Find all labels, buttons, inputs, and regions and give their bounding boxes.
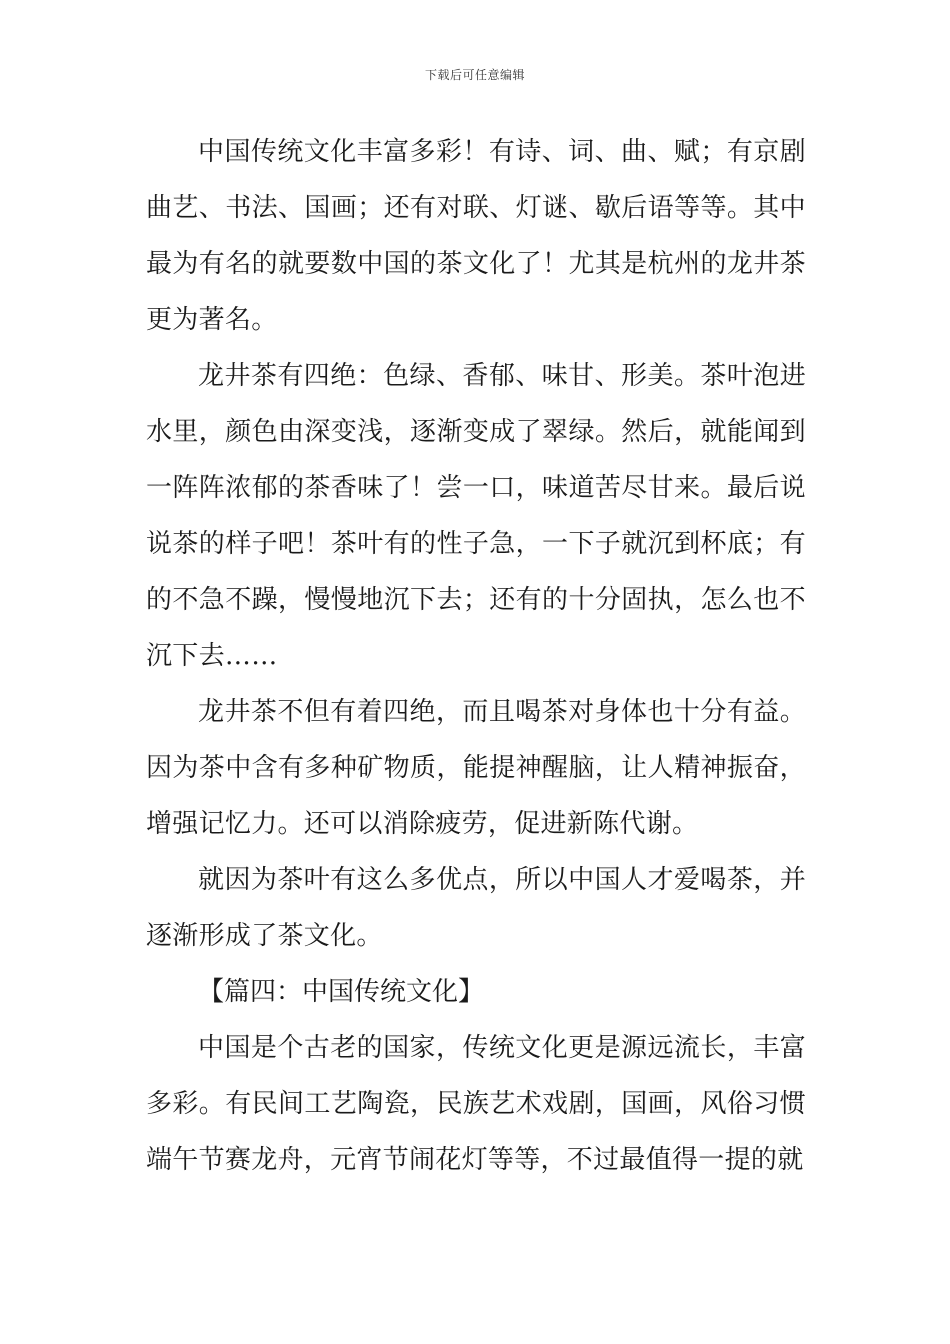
header-note: 下载后可任意编辑 bbox=[424, 68, 525, 82]
paragraph-tea-culture: 就因为茶叶有这么多优点，所以中国人才爱喝茶，并逐渐形成了茶文化。 bbox=[146, 865, 806, 951]
paragraph-intro: 中国传统文化丰富多彩！有诗、词、曲、赋；有京剧曲艺、书法、国画；还有对联、灯谜、歇后语等等。其中最为有名的就要数中国的茶文化了！尤其是杭州的龙井茶更为著名。 bbox=[146, 137, 806, 335]
paragraph-four-features: 龙井茶有四绝：色绿、香郁、味甘、形美。茶叶泡进水里，颜色由深变浅，逐渐变成了翠绿。然后，就能闻到一阵阵浓郁的茶香味了！尝一口，味道苦尽甘来。最后说说茶的样子吧！茶叶有的性子急，一下子就沉到杯底；有的不急不躁，慢慢地沉下去；还有的十分固执，怎么也不沉下去…… bbox=[146, 361, 806, 671]
section-heading: 【篇四：中国传统文化】 bbox=[198, 977, 485, 1007]
document-body bbox=[146, 124, 806, 1188]
paragraph-health-benefits: 龙井茶不但有着四绝，而且喝茶对身体也十分有益。因为茶中含有多种矿物质，能提神醒脑，让人精神振奋，增强记忆力。还可以消除疲劳，促进新陈代谢。 bbox=[146, 697, 806, 839]
paragraph-section-four: 中国是个古老的国家，传统文化更是源远流长，丰富多彩。有民间工艺陶瓷，民族艺术戏剧，国画，风俗习惯端午节赛龙舟，元宵节闹花灯等等，不过最值得一提的就 bbox=[146, 1033, 806, 1175]
